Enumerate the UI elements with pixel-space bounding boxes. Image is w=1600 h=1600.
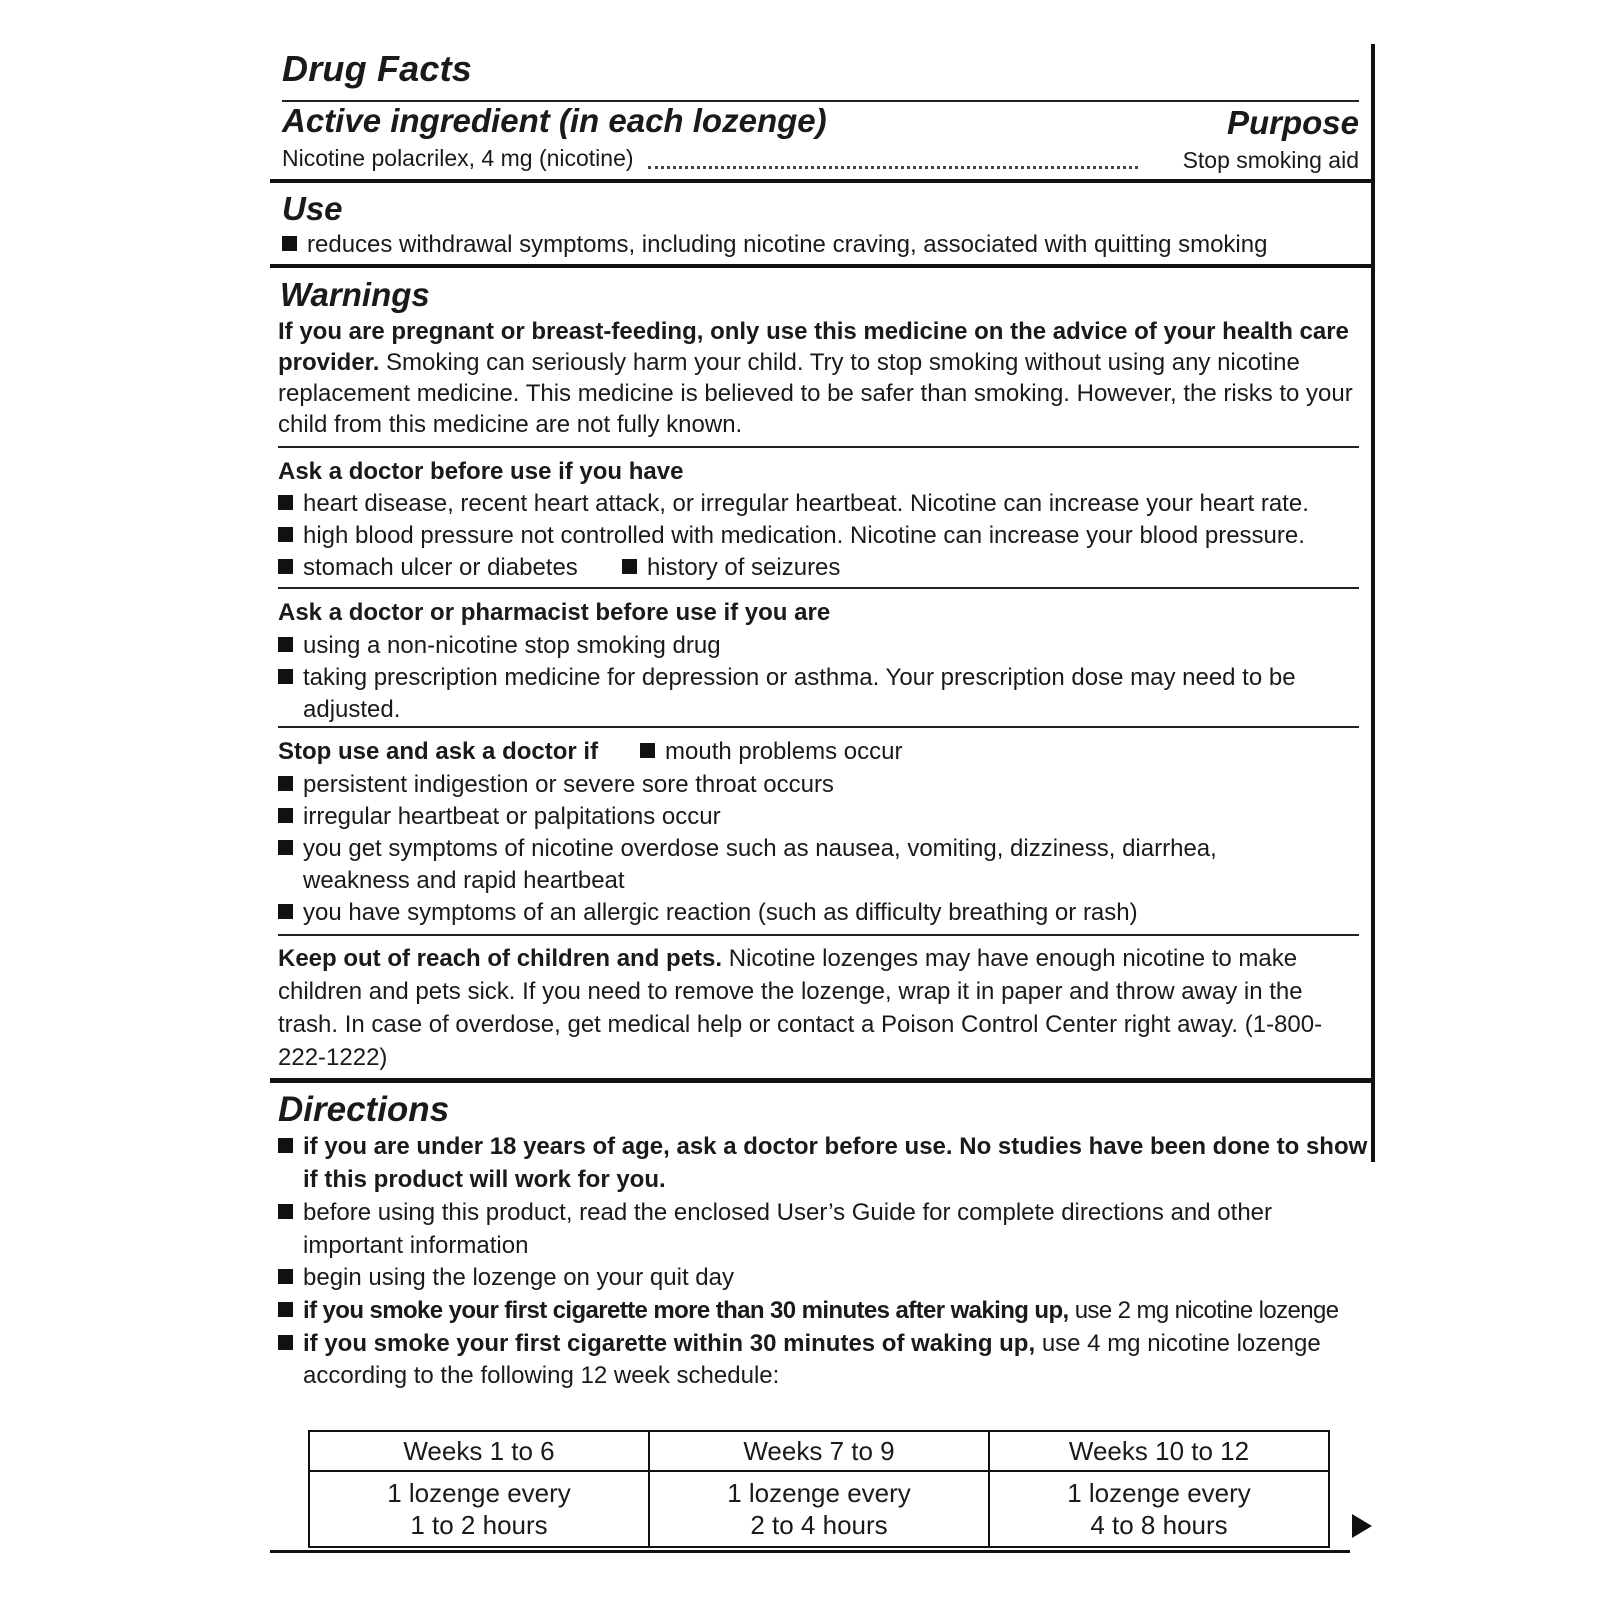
use-heading: Use <box>282 190 343 227</box>
stop-use-item-text: you get symptoms of nicotine overdose such as nausea, vomiting, dizziness, diarrhea, weakness and rapid heartbeat <box>303 835 1217 894</box>
direction-item <box>278 1262 734 1294</box>
schedule-cell-line: 1 lozenge every <box>727 1478 911 1508</box>
direction-item <box>278 1196 1363 1262</box>
bullet-icon <box>278 904 293 919</box>
stop-use-item-text: persistent indigestion or severe sore throat occurs <box>303 771 834 798</box>
schedule-header-row <box>309 1431 1329 1471</box>
active-ingredient-heading: Active ingredient (in each lozenge) <box>282 102 827 139</box>
schedule-cell <box>649 1471 989 1547</box>
bullet-icon <box>278 1138 293 1153</box>
pregnancy-warning-bold: If you are pregnant or breast-feeding, only use this medicine on the advice of your health care provider. <box>278 318 1349 376</box>
schedule-value-row <box>309 1471 1329 1547</box>
direction-item-text: use 2 mg nicotine lozenge <box>1074 1297 1339 1324</box>
schedule-cell <box>989 1471 1329 1547</box>
direction-item <box>278 1130 1383 1196</box>
pregnancy-warning-text: Smoking can seriously harm your child. Try to stop smoking without using any nicotine replacement medicine. This medicine is believed to be safer than smoking. However, the risks to your child from this medicine are not fully known. <box>278 349 1353 438</box>
stop-use-item <box>640 736 902 768</box>
warnings-divider-2 <box>278 587 1359 589</box>
bullet-icon <box>622 559 637 574</box>
schedule-cell <box>309 1471 649 1547</box>
ask-pharmacist-item <box>278 630 721 662</box>
ingredient-text: Nicotine polacrilex, 4 mg (nicotine) <box>282 145 634 171</box>
bullet-icon <box>282 236 297 251</box>
bullet-icon <box>278 527 293 542</box>
ask-doctor-item-text: high blood pressure not controlled with medication. Nicotine can increase your blood pressure. <box>303 522 1305 549</box>
stop-use-item <box>278 769 834 801</box>
bullet-icon <box>278 776 293 791</box>
ask-pharmacist-item-text: using a non-nicotine stop smoking drug <box>303 632 721 659</box>
keep-out-of-reach <box>278 942 1358 1074</box>
section-divider-3 <box>270 1078 1375 1083</box>
purpose-heading: Purpose <box>1226 104 1359 141</box>
ask-pharmacist-item-text: taking prescription medicine for depression or asthma. Your prescription dose may need to be adjusted. <box>303 664 1296 723</box>
bullet-icon <box>640 743 655 758</box>
schedule-cell-line: 1 lozenge every <box>1067 1478 1251 1508</box>
warnings-divider-3 <box>278 726 1359 728</box>
stop-use-item-text: mouth problems occur <box>665 738 903 765</box>
warnings-divider-1 <box>278 446 1359 448</box>
ask-doctor-item <box>278 488 1309 520</box>
direction-item-text: before using this product, read the enclosed User’s Guide for complete directions and other important information <box>303 1199 1272 1259</box>
direction-item-text: if you are under 18 years of age, ask a doctor before use. No studies have been done to show if this product will work for you. <box>303 1133 1368 1193</box>
schedule-cell-line: 2 to 4 hours <box>750 1510 888 1540</box>
drug-facts-panel <box>270 44 1375 1554</box>
panel-right-border <box>1371 44 1375 1162</box>
section-divider-2 <box>270 264 1375 268</box>
ask-pharmacist-item <box>278 662 1303 726</box>
stop-use-item <box>278 801 721 833</box>
bullet-icon <box>278 1335 293 1350</box>
ask-pharmacist-heading: Ask a doctor or pharmacist before use if you are <box>278 599 831 626</box>
ask-doctor-item <box>622 552 840 584</box>
ask-doctor-item-text: heart disease, recent heart attack, or irregular heartbeat. Nicotine can increase your heart rate. <box>303 490 1309 517</box>
stop-use-item-text: you have symptoms of an allergic reaction (such as difficulty breathing or rash) <box>303 899 1138 926</box>
continue-arrow-icon <box>1352 1514 1372 1538</box>
ask-doctor-item <box>278 552 578 584</box>
keep-out-of-reach-text: Nicotine lozenges may have enough nicotine to make children and pets sick. If you need to remove the lozenge, wrap it in paper and throw away in the trash. In case of overdose, get medical help or contact a Poison Control Center right away. (1-800-222-1222) <box>278 945 1323 1071</box>
ask-doctor-item <box>278 520 1305 552</box>
section-divider-1 <box>270 179 1375 183</box>
direction-item <box>278 1328 1378 1392</box>
bullet-icon <box>278 495 293 510</box>
keep-out-of-reach-bold: Keep out of reach of children and pets. <box>278 945 723 972</box>
bullet-icon <box>278 1302 293 1317</box>
bullet-icon <box>278 808 293 823</box>
schedule-header-cell: Weeks 7 to 9 <box>649 1431 989 1471</box>
bullet-icon <box>278 559 293 574</box>
direction-item-text: use 4 mg nicotine lozenge according to the following 12 week schedule: <box>303 1330 1321 1389</box>
drug-facts-title: Drug Facts <box>282 48 473 89</box>
bullet-icon <box>278 1204 293 1219</box>
bullet-icon <box>278 669 293 684</box>
direction-item-text: begin using the lozenge on your quit day <box>303 1264 734 1291</box>
schedule-cell-line: 1 lozenge every <box>387 1478 571 1508</box>
bottom-rule <box>270 1550 1350 1553</box>
stop-use-heading: Stop use and ask a doctor if <box>278 738 599 765</box>
use-item <box>282 229 1267 261</box>
warnings-divider-4 <box>278 934 1359 936</box>
use-item-text: reduces withdrawal symptoms, including nicotine craving, associated with quitting smoking <box>307 231 1268 258</box>
bullet-icon <box>278 840 293 855</box>
schedule-cell-line: 4 to 8 hours <box>1090 1510 1228 1540</box>
leader-dots <box>648 164 1138 169</box>
direction-item-bold: if you smoke your first cigarette within 30 minutes of waking up, <box>303 1330 1036 1357</box>
stop-use-item-text: irregular heartbeat or palpitations occur <box>303 803 721 830</box>
ask-doctor-item-text: stomach ulcer or diabetes <box>303 554 578 581</box>
schedule-header-cell: Weeks 10 to 12 <box>989 1431 1329 1471</box>
dosing-schedule-table <box>308 1430 1330 1548</box>
ask-doctor-heading: Ask a doctor before use if you have <box>278 458 684 485</box>
bullet-icon <box>278 1269 293 1284</box>
pregnancy-warning <box>278 316 1358 440</box>
schedule-cell-line: 1 to 2 hours <box>410 1510 548 1540</box>
bullet-icon <box>278 637 293 652</box>
direction-item-bold: if you smoke your first cigarette more than 30 minutes after waking up, <box>303 1297 1069 1324</box>
stop-use-item <box>278 833 1283 897</box>
direction-item <box>278 1295 1339 1327</box>
warnings-heading: Warnings <box>280 276 430 313</box>
directions-heading: Directions <box>278 1090 450 1129</box>
purpose-text: Stop smoking aid <box>1182 147 1359 173</box>
ask-doctor-item-text: history of seizures <box>647 554 841 581</box>
stop-use-item <box>278 897 1138 929</box>
schedule-header-cell: Weeks 1 to 6 <box>309 1431 649 1471</box>
